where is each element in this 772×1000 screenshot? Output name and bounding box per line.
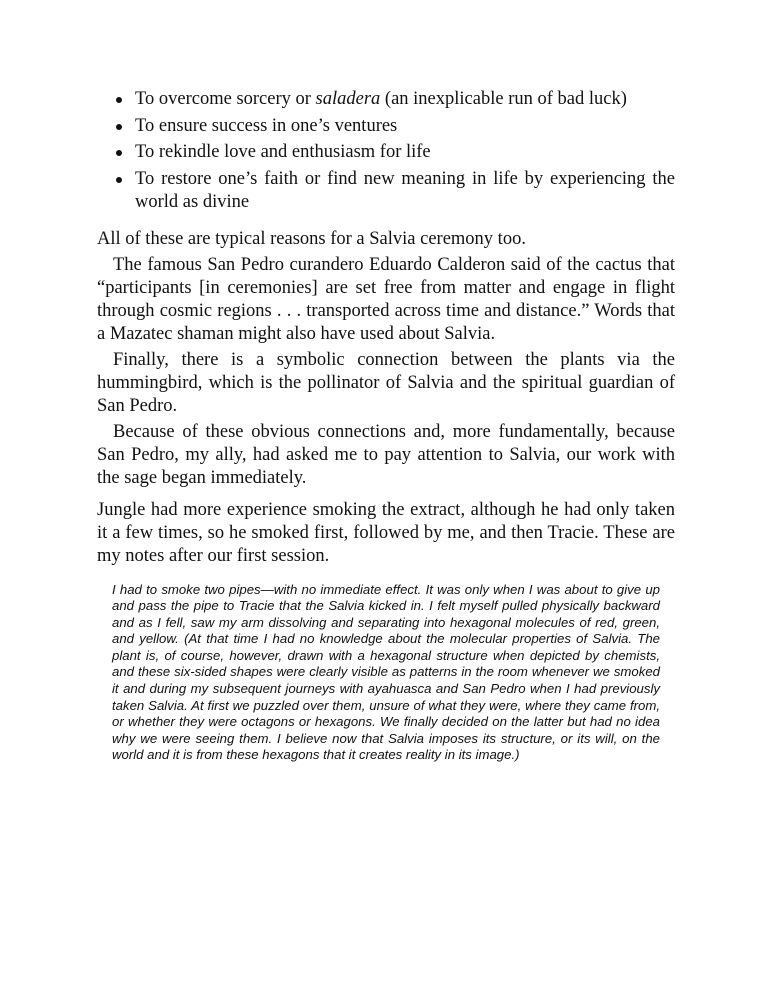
paragraph-hummingbird: Finally, there is a symbolic connection between the plants via the hummingbird, which is the pollinator of Salvia and the spiritual guardian of San Pedro.	[97, 349, 675, 416]
reasons-list	[97, 88, 675, 214]
bullet-icon	[116, 97, 122, 103]
book-page	[97, 88, 675, 764]
list-item	[97, 88, 675, 111]
list-item-text-end: (an inexplicable run of bad luck)	[380, 89, 627, 109]
session-notes-quote: I had to smoke two pipes—with no immediate effect. It was only when I was about to give up and pass the pipe to Tracie that the Salvia kicked in. I felt myself pulled physically backward and as I fell, saw my arm dissolving and separating into hexagonal molecules of red, green, and yellow. (At that time I had no knowledge about the molecular properties of Salvia. The plant is, of course, however, drawn with a hexagonal structure when depicted by chemists, and these six-sided shapes were clearly visible as patterns in the room whenever we smoked it and during my subsequent journeys with ayahuasca and San Pedro when I had previously taken Salvia. At first we puzzled over them, unsure of what they were, where they came from, or whether they were octagons or hexagons. We finally decided on the latter but had no idea why we were seeing them. I believe now that Salvia imposes its structure, or its will, on the world and it is from these hexagons that it creates reality in its image.)	[112, 581, 660, 763]
list-item-text: To restore one’s faith or find new meaning in life by experiencing the world as divine	[135, 168, 675, 212]
bullet-icon	[116, 124, 122, 130]
list-item-italic: saladera	[315, 89, 381, 109]
paragraph-reasons-summary: All of these are typical reasons for a Salvia ceremony too.	[97, 228, 526, 249]
list-item	[97, 141, 675, 164]
paragraph-calderon-quote: The famous San Pedro curandero Eduardo Calderon said of the cactus that “participants [in ceremonies] are set free from matter and engage in flight through cosmic regions . . . transported across time and distance.” Words that a Mazatec shaman might also have used about Salvia.	[97, 254, 675, 344]
bullet-icon	[116, 177, 122, 183]
paragraph-jungle: Jungle had more experience smoking the extract, although he had only taken it a few times, so he smoked first, followed by me, and then Tracie. These are my notes after our first session.	[97, 499, 675, 566]
list-item-text: To overcome sorcery or	[135, 89, 316, 109]
paragraph-connections: Because of these obvious connections and, more fundamentally, because San Pedro, my ally, had asked me to pay attention to Salvia, our work with the sage began immediately.	[97, 421, 675, 488]
list-item	[97, 168, 675, 214]
list-item-text: To ensure success in one’s ventures	[135, 115, 398, 136]
bullet-icon	[116, 150, 122, 156]
list-item	[97, 115, 675, 138]
list-item-text: To rekindle love and enthusiasm for life	[135, 142, 431, 162]
